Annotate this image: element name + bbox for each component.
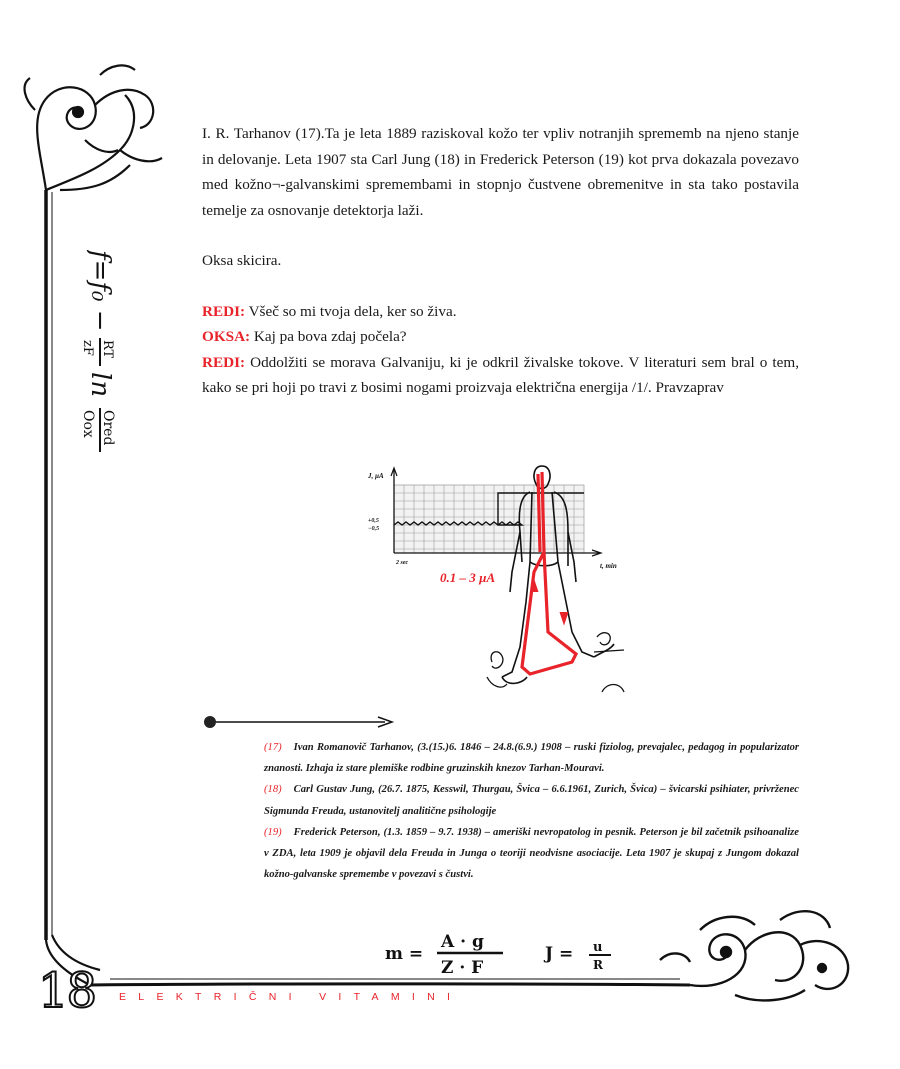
footnote-text: Frederick Peterson, (1.3. 1859 – 9.7. 1938) – ameriški nevropatolog in pesnik. Peterson je bil začetnik psihoanalize v ZDA, leta 1909 je objavil dela Freuda in Junga o teoriji neodvisne asociacije. Leta 1907 je skupaj z Jungom dokazal kožno-galvanske spremembe v povezavi s čustvi. — [264, 826, 799, 881]
bottom-formulas — [385, 925, 625, 980]
intro-paragraph: I. R. Tarhanov (17).Ta je leta 1889 raziskoval kožo ter vpliv notranjih sprememb na njeno stanje in delovanje. Leta 1907 sta Carl Jung (18) in Frederick Peterson (19) kot prva dokazala povezavo med kožno¬-galvanskimi spremembami in stopnjo čustvene obremenitve in sta tako postavila temelje za osnovanje detektorja laži. — [202, 125, 799, 219]
x-axis-label: t, min — [600, 562, 617, 570]
current-arrow-down — [560, 612, 568, 624]
svg-text:zF: zF — [80, 340, 95, 356]
formula-m-numerator: A · g — [441, 932, 484, 952]
formula-m-lhs: m = — [385, 944, 424, 964]
svg-text:Oox: Oox — [80, 410, 96, 438]
formula-j-lhs: J = — [545, 944, 574, 964]
tick-plus-label: +0,5 — [368, 518, 379, 524]
current-value-label: 0.1 – 3 µA — [440, 570, 496, 585]
footnote-ref: (17) — [264, 742, 282, 753]
formula-j-numerator: u — [593, 940, 603, 955]
footnote-ref: (18) — [264, 784, 282, 796]
dialogue-line — [202, 350, 799, 401]
speaker-label: REDI: — [202, 302, 246, 320]
footnote-item — [264, 779, 799, 821]
footnote-item — [264, 737, 799, 779]
main-body-text — [202, 121, 799, 401]
side-handwritten-formula — [70, 250, 130, 510]
y-axis-label: J, µA — [368, 472, 384, 480]
footnotes — [264, 737, 799, 885]
top-left-scroll-ornament — [25, 65, 162, 190]
speaker-label: REDI: — [202, 353, 246, 371]
footnote-item — [264, 822, 799, 886]
svg-text:f=f₀ −: f=f₀ − — [85, 250, 115, 332]
tick-minus-label: −0,5 — [368, 526, 380, 532]
footnote-text: Ivan Romanovič Tarhanov, (3.(15.)6. 1846 – 24.8.(6.9.) 1908 – ruski fiziolog, prevajalec, pedagog in popularizator znanosti. Izhaja iz stare plemiške rodbine gruzinskih knezov Tarhan-Mouravi. — [264, 742, 799, 775]
formula-j-denominator: R — [593, 958, 603, 972]
svg-text:ln: ln — [85, 372, 115, 398]
dialogue-text: Oddolžiti se morava Galvaniju, ki je odkril živalske tokove. V literaturi sem bral o tem, kako se pri hoji po travi z bosimi nogami proizvaja električna energija /1/. Pravzaprav — [202, 353, 799, 396]
dialogue-line — [202, 324, 799, 350]
stage-direction: Oksa skicira. — [202, 252, 282, 269]
book-title: ELEKTRIČNI VITAMINI — [119, 991, 463, 1003]
dialogue-line — [202, 299, 799, 325]
dialogue-text: Všeč so mi tvoja dela, ker so živa. — [245, 302, 457, 320]
footnote-ref: (19) — [264, 826, 282, 838]
svg-text:RT: RT — [100, 340, 115, 359]
chart-grid — [394, 485, 584, 553]
time-label: 2 sec — [396, 560, 409, 566]
svg-text:Ored: Ored — [100, 410, 116, 446]
page-number: 18 — [38, 963, 96, 1019]
speaker-label: OKSA: — [202, 328, 251, 345]
formula-m-denominator: Z · F — [441, 958, 484, 978]
skin-current-illustration — [362, 462, 632, 702]
bottom-right-scroll-ornament — [660, 911, 848, 1000]
footnote-arrow-divider — [204, 716, 392, 728]
footnote-text: Carl Gustav Jung, (26.7. 1875, Kesswil, Thurgau, Švica – 6.6.1961, Zurich, Švica) – švicarski psihiater, privrženec Sigmunda Freuda, ustanovitelj analitične psihologije — [264, 784, 799, 817]
dialogue-text: Kaj pa bova zdaj počela? — [250, 328, 407, 345]
